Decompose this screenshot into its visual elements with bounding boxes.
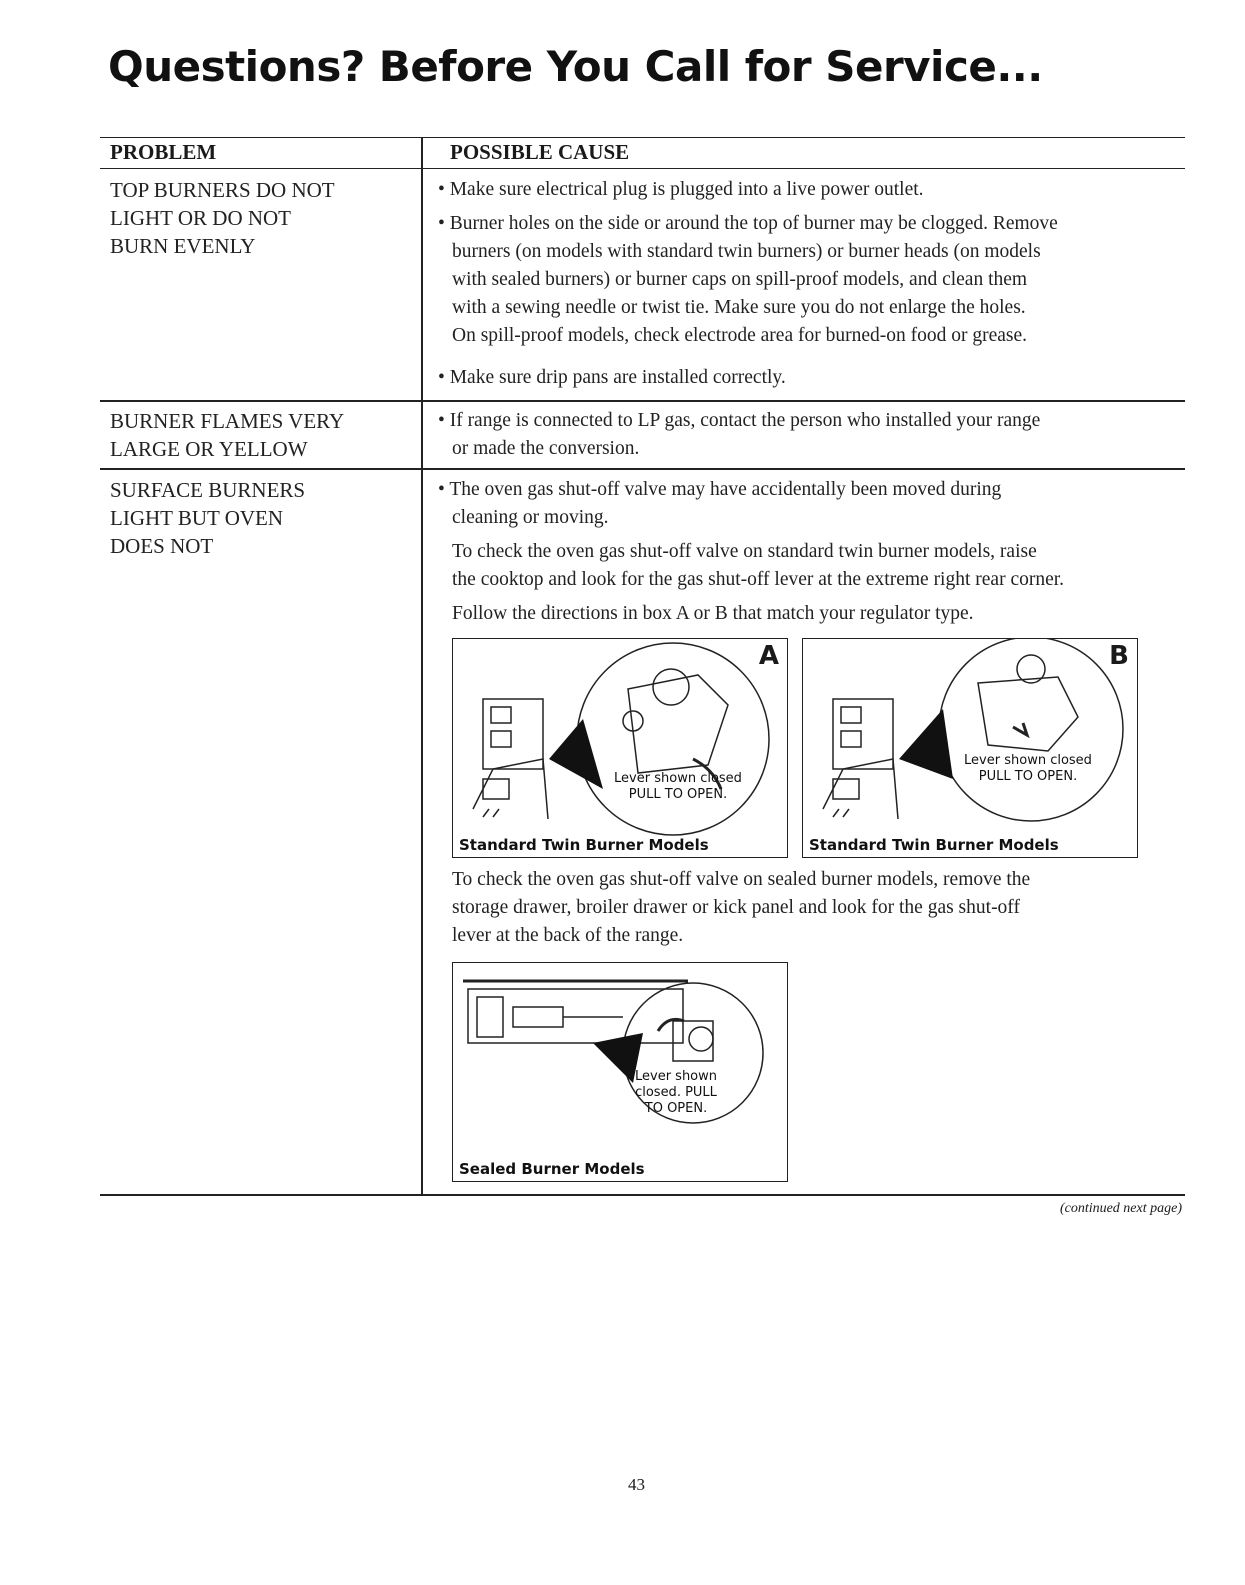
cause-3-line-5: Follow the directions in box A or B that match your regulator type. [452,603,974,624]
problem-1: TOP BURNERS DO NOT LIGHT OR DO NOT BURN EVENLY [110,178,335,258]
cause-1-line-6: On spill-proof models, check electrode area for burned-on food or grease. [452,325,1028,346]
cause-2-line-2: or made the conversion. [452,438,640,459]
problem-3: SURFACE BURNERS LIGHT BUT OVEN DOES NOT [110,478,306,558]
sealed-caption: Sealed Burner Models [459,1160,645,1178]
column-divider [421,137,423,1194]
table-bottom-rule [100,1194,1185,1196]
sealed-callout: Lever shown closed. PULL TO OPEN. [634,1069,718,1116]
continued-note: (continued next page) [1059,1201,1182,1216]
cause-1-line-7: • Make sure drip pans are installed correctly. [438,367,786,388]
cause-1-line-2: • Burner holes on the side or around the top of burner may be clogged. Remove [438,213,1058,234]
sealed-burner-illustration [453,963,787,1181]
cause-header: POSSIBLE CAUSE [450,140,630,164]
page-number: 43 [628,1475,645,1494]
cause-3-line-7: storage drawer, broiler drawer or kick panel and look for the gas shut-off [452,897,1020,918]
cause-2-line-1: • If range is connected to LP gas, contact the person who installed your range [438,410,1041,431]
cause-3-line-3: To check the oven gas shut-off valve on standard twin burner models, raise [452,541,1037,562]
problem-2: BURNER FLAMES VERY LARGE OR YELLOW [110,409,345,461]
box-a-caption: Standard Twin Burner Models [459,836,709,854]
regulator-a-illustration [453,639,787,857]
figure-box-b [802,638,1138,858]
box-b-caption: Standard Twin Burner Models [809,836,1059,854]
cause-1-line-1: • Make sure electrical plug is plugged into a live power outlet. [438,179,924,200]
table-header [100,137,1185,169]
regulator-b-illustration [803,639,1137,857]
figure-box-a [452,638,788,858]
cause-1-line-4: with sealed burners) or burner caps on spill-proof models, and clean them [452,269,1028,290]
box-a-label: A [758,641,779,671]
cause-3-line-4: the cooktop and look for the gas shut-off lever at the extreme right rear corner. [452,569,1065,590]
row-separator [100,400,1185,402]
problem-header: PROBLEM [110,140,217,164]
figure-box-sealed [452,962,788,1182]
box-a-callout: Lever shown closed PULL TO OPEN. [614,771,742,802]
cause-3-line-1: • The oven gas shut-off valve may have accidentally been moved during [438,479,1002,500]
cause-3-line-8: lever at the back of the range. [452,925,684,946]
row-separator [100,468,1185,470]
cause-3-line-2: cleaning or moving. [452,507,609,528]
page-title: Questions? Before You Call for Service... [108,42,1043,91]
cause-1-line-5: with a sewing needle or twist tie. Make sure you do not enlarge the holes. [452,297,1026,318]
box-b-label: B [1109,641,1129,671]
cause-3-line-6: To check the oven gas shut-off valve on sealed burner models, remove the [452,869,1031,890]
cause-1-line-3: burners (on models with standard twin burners) or burner heads (on models [452,241,1041,262]
box-b-callout: Lever shown closed PULL TO OPEN. [964,753,1092,784]
